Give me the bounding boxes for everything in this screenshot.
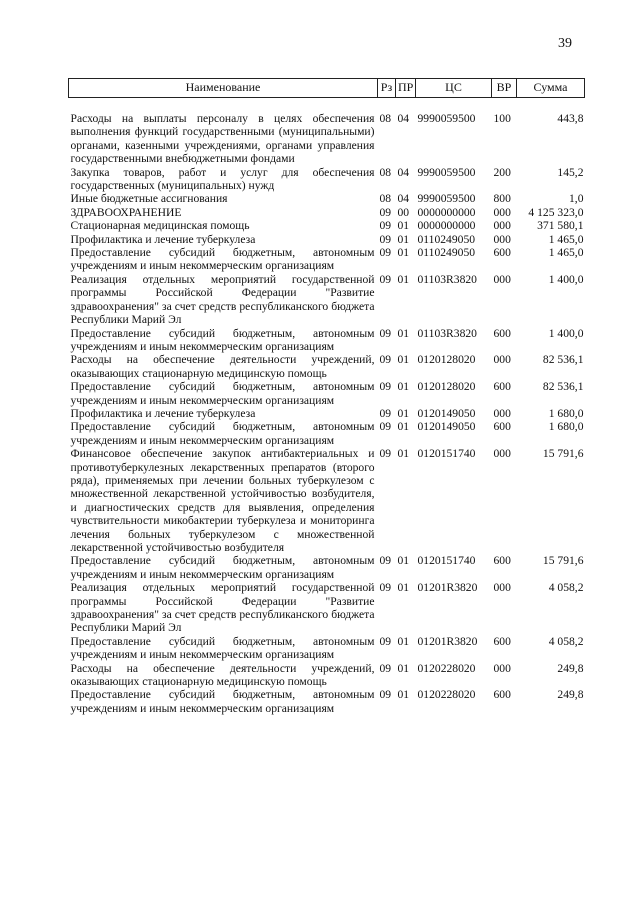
row-name: Реализация отдельных мероприятий государственной программы Российской Федерации "Развитие здравоохранения" за счет средств республиканского бюджета Республики Марий Эл xyxy=(70,272,375,327)
row-cs: 9990059500 xyxy=(417,165,476,179)
table-row xyxy=(69,581,585,635)
row-rz: 08 xyxy=(379,165,392,179)
table-row xyxy=(69,688,585,715)
row-cs: 0000000000 xyxy=(417,205,476,219)
row-vr: 100 xyxy=(493,112,511,125)
row-rz: 09 xyxy=(379,380,392,394)
table-row xyxy=(69,246,585,273)
row-cs: 0120151740 xyxy=(417,554,476,568)
row-pr: 01 xyxy=(397,688,410,702)
table-row xyxy=(69,206,585,219)
row-cs: 0120149050 xyxy=(417,420,476,434)
row-cs: 0110249050 xyxy=(417,246,476,260)
row-rz: 09 xyxy=(379,246,392,260)
table-row xyxy=(69,353,585,380)
table-row xyxy=(69,380,585,407)
table-row xyxy=(69,447,585,554)
row-rz: 09 xyxy=(379,554,392,568)
row-name: Иные бюджетные ассигнования xyxy=(70,192,228,206)
row-name: Предоставление субсидий бюджетным, автономным учреждениям и иным некоммерческим организациям xyxy=(70,420,375,447)
table-row xyxy=(69,662,585,689)
row-pr: 01 xyxy=(397,554,410,568)
row-vr: 600 xyxy=(493,246,511,260)
table-row xyxy=(69,420,585,447)
row-sum: 1 465,0 xyxy=(548,232,584,246)
row-cs: 0110249050 xyxy=(417,232,476,246)
row-vr: 000 xyxy=(493,219,511,233)
row-pr: 04 xyxy=(397,192,410,206)
table-row xyxy=(69,273,585,327)
row-rz: 09 xyxy=(379,420,392,434)
row-name: Стационарная медицинская помощь xyxy=(70,219,250,233)
header-vr: ВР xyxy=(492,79,517,98)
row-pr: 01 xyxy=(397,581,410,595)
row-pr: 01 xyxy=(397,219,410,233)
row-sum: 443,8 xyxy=(557,112,584,125)
row-rz: 08 xyxy=(379,192,392,206)
row-rz: 09 xyxy=(379,688,392,702)
row-rz: 09 xyxy=(379,232,392,246)
row-vr: 800 xyxy=(493,192,511,206)
row-name: Реализация отдельных мероприятий государственной программы Российской Федерации "Развитие здравоохранения" за счет средств республиканского бюджета Республики Марий Эл xyxy=(70,581,375,635)
row-cs: 01201R3820 xyxy=(417,634,478,648)
row-name: Предоставление субсидий бюджетным, автономным учреждениям и иным некоммерческим организациям xyxy=(70,246,375,273)
row-rz: 09 xyxy=(379,581,392,595)
row-sum: 1,0 xyxy=(569,192,584,206)
row-vr: 000 xyxy=(493,205,511,219)
row-sum: 371 580,1 xyxy=(537,219,584,233)
header-cs: ЦС xyxy=(416,79,492,98)
row-sum: 82 536,1 xyxy=(542,380,584,394)
row-name: Предоставление субсидий бюджетным, автономным учреждениям и иным некоммерческим организациям xyxy=(70,380,375,407)
header-name: Наименование xyxy=(69,79,378,98)
header-pr: ПР xyxy=(396,79,416,98)
row-sum: 4 125 323,0 xyxy=(528,205,584,219)
row-vr: 000 xyxy=(493,232,511,246)
row-rz: 09 xyxy=(379,205,392,219)
row-cs: 9990059500 xyxy=(417,192,476,206)
table-body xyxy=(69,112,585,715)
row-pr: 01 xyxy=(397,420,410,434)
row-pr: 00 xyxy=(397,205,410,219)
row-sum: 82 536,1 xyxy=(542,353,584,367)
row-pr: 01 xyxy=(397,232,410,246)
row-pr: 01 xyxy=(397,326,410,340)
row-vr: 600 xyxy=(493,380,511,394)
row-vr: 600 xyxy=(493,420,511,434)
row-vr: 000 xyxy=(493,581,511,595)
row-name: Профилактика и лечение туберкулеза xyxy=(70,232,256,246)
row-name: Расходы на обеспечение деятельности учреждений, оказывающих стационарную медицинскую помощь xyxy=(70,353,375,380)
row-cs: 01103R3820 xyxy=(417,272,477,286)
table-row xyxy=(69,166,585,193)
row-pr: 01 xyxy=(397,447,410,461)
row-rz: 09 xyxy=(379,634,392,648)
row-vr: 000 xyxy=(493,353,511,367)
page-number: 39 xyxy=(558,36,572,51)
row-vr: 000 xyxy=(493,661,511,675)
row-name: Финансовое обеспечение закупок антибактериальных и противотуберкулезных лекарственных препаратов (второго ряда), применяемых при лечении больных туберкулезом с множественной лекарственной устойчивостью возбудителя, и диагностических средств для выявления, определения чувствительности микобактерии туберкулеза и мониторинга лечения больных туберкулезом с множественной лекарственной устойчивостью возбудителя xyxy=(70,447,375,554)
row-name: Профилактика и лечение туберкулеза xyxy=(70,406,256,420)
row-sum: 249,8 xyxy=(557,688,584,702)
row-rz: 09 xyxy=(379,353,392,367)
row-rz: 09 xyxy=(379,447,392,461)
row-rz: 09 xyxy=(379,661,392,675)
row-cs: 0000000000 xyxy=(417,219,476,233)
table-row xyxy=(69,192,585,205)
row-sum: 4 058,2 xyxy=(548,634,584,648)
table-row xyxy=(69,112,585,166)
row-cs: 0120151740 xyxy=(417,447,476,461)
row-pr: 01 xyxy=(397,406,410,420)
row-sum: 1 680,0 xyxy=(548,420,584,434)
row-sum: 15 791,6 xyxy=(542,554,584,568)
table-row xyxy=(69,407,585,420)
row-vr: 000 xyxy=(493,447,511,461)
row-cs: 0120128020 xyxy=(417,380,476,394)
row-pr: 04 xyxy=(397,112,410,125)
row-sum: 145,2 xyxy=(557,165,584,179)
row-cs: 0120128020 xyxy=(417,353,476,367)
row-name: Закупка товаров, работ и услуг для обеспечения государственных (муниципальных) нужд xyxy=(70,165,375,193)
row-sum: 1 680,0 xyxy=(548,406,584,420)
row-sum: 15 791,6 xyxy=(542,447,584,461)
row-name: Предоставление субсидий бюджетным, автономным учреждениям и иным некоммерческим организациям xyxy=(70,326,375,353)
row-sum: 4 058,2 xyxy=(548,581,584,595)
row-rz: 09 xyxy=(379,406,392,420)
row-cs: 0120228020 xyxy=(417,688,476,702)
row-rz: 09 xyxy=(379,326,392,340)
row-sum: 249,8 xyxy=(557,661,584,675)
header-sum: Сумма xyxy=(517,79,585,98)
row-vr: 000 xyxy=(493,272,511,286)
row-pr: 01 xyxy=(397,380,410,394)
table-row xyxy=(69,219,585,232)
row-cs: 0120149050 xyxy=(417,406,476,420)
row-pr: 01 xyxy=(397,246,410,260)
row-vr: 600 xyxy=(493,326,511,340)
table-row xyxy=(69,635,585,662)
budget-table xyxy=(68,78,585,715)
row-name: Расходы на обеспечение деятельности учреждений, оказывающих стационарную медицинскую помощь xyxy=(70,661,375,689)
header-rz: Рз xyxy=(378,79,396,98)
row-pr: 01 xyxy=(397,661,410,675)
row-cs: 9990059500 xyxy=(417,112,476,125)
table-header xyxy=(69,79,585,113)
row-name: Предоставление субсидий бюджетным, автономным учреждениям и иным некоммерческим организациям xyxy=(70,634,375,662)
row-vr: 600 xyxy=(493,634,511,648)
row-pr: 01 xyxy=(397,634,410,648)
row-name: Предоставление субсидий бюджетным, автономным учреждениям и иным некоммерческим организациям xyxy=(70,688,375,715)
row-cs: 01201R3820 xyxy=(417,581,478,595)
row-name: Расходы на выплаты персоналу в целях обеспечения выполнения функций государственными (муниципальными) органами, казенными учреждениями, органами управления государственными внебюджетными фондами xyxy=(70,112,375,166)
row-vr: 600 xyxy=(493,554,511,568)
row-name: ЗДРАВООХРАНЕНИЕ xyxy=(70,205,182,219)
row-name: Предоставление субсидий бюджетным, автономным учреждениям и иным некоммерческим организациям xyxy=(70,554,375,581)
row-pr: 04 xyxy=(397,165,410,179)
row-rz: 08 xyxy=(379,112,392,125)
row-rz: 09 xyxy=(379,219,392,233)
row-pr: 01 xyxy=(397,272,410,286)
row-vr: 600 xyxy=(493,688,511,702)
table-row xyxy=(69,233,585,246)
table-row xyxy=(69,327,585,354)
row-pr: 01 xyxy=(397,353,410,367)
table-row xyxy=(69,554,585,581)
row-sum: 1 400,0 xyxy=(548,326,584,340)
row-vr: 200 xyxy=(493,165,511,179)
row-cs: 01103R3820 xyxy=(417,326,477,340)
row-sum: 1 400,0 xyxy=(548,272,584,286)
row-rz: 09 xyxy=(379,272,392,286)
row-sum: 1 465,0 xyxy=(548,246,584,260)
row-cs: 0120228020 xyxy=(417,661,476,675)
row-vr: 000 xyxy=(493,406,511,420)
